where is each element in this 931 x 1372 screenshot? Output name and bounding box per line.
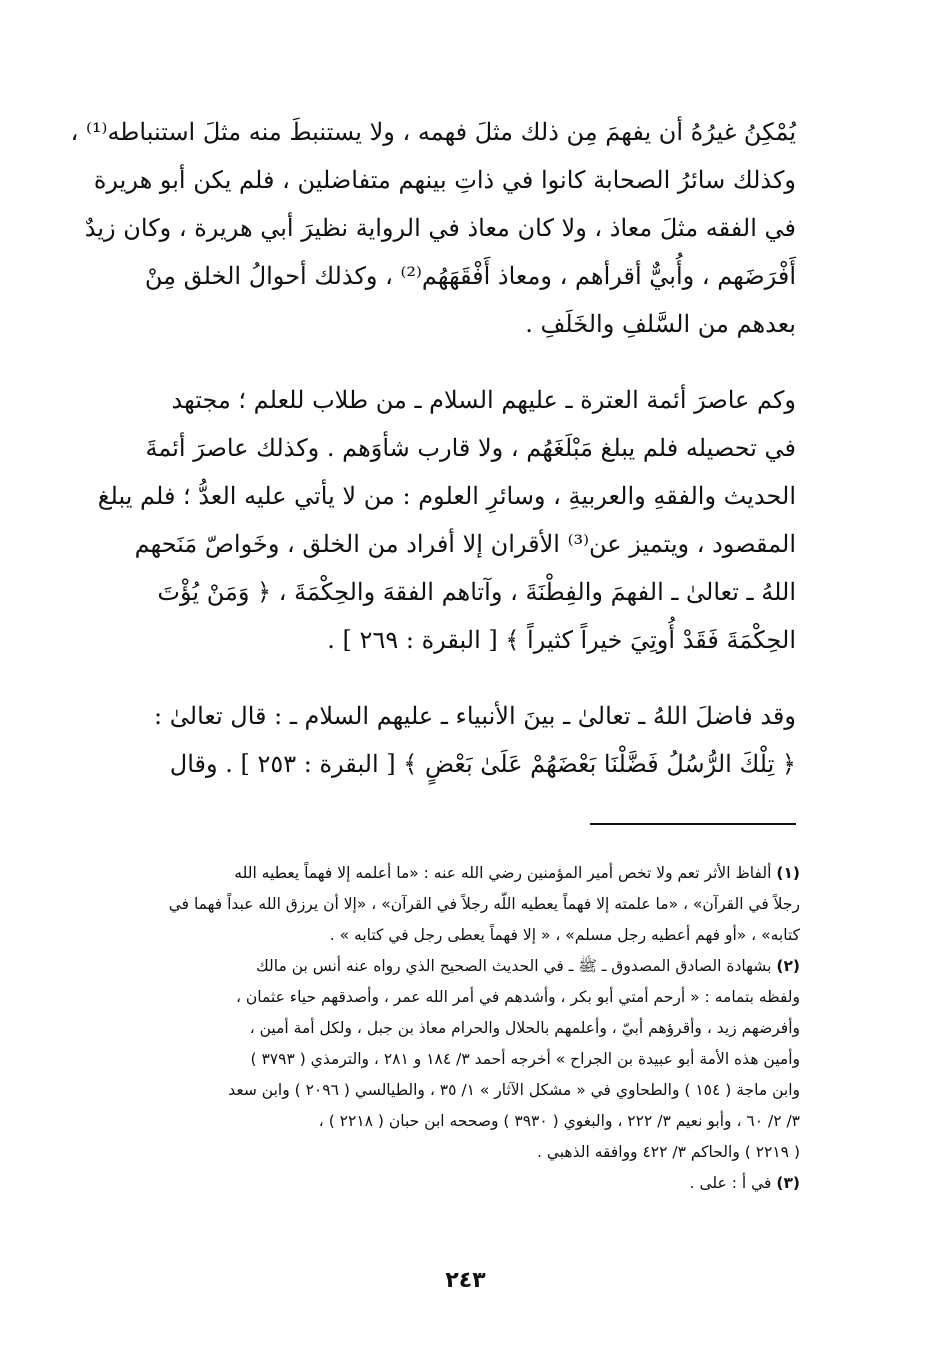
- footnote-line: [132, 951, 800, 982]
- paragraph-2: [97, 376, 796, 664]
- footnote-line: ٣/ ٢/ ٦٠ ، وأبو نعيم ٣/ ٢٢٢ ، والبغوي ( ٣٩٣٠ ) وصححه ابن حبان ( ٢٢١٨ ) ،: [318, 1112, 800, 1130]
- footnote-line: ولفظه بتمامه : « أرحم أمتي أبو بكر ، وأشدهم في أمر الله عمر ، وأصدقهم حياء عثمان ،: [235, 988, 800, 1006]
- text-line: في تحصيله فلم يبلغ مَبْلَغَهُم ، ولا قارب شأوَهم . وكذلك عاصرَ أئمةَ: [145, 434, 796, 462]
- text-line: وكم عاصرَ أئمة العترة ـ عليهم السلام ـ من طلاب للعلم ؛ مجتهد: [171, 386, 796, 414]
- main-text: [70, 108, 796, 788]
- text-line: في الفقه مثلَ معاذ ، ولا كان معاذ في الرواية نظيرَ أبي هريرة ، وكان زيدٌ: [84, 214, 796, 242]
- footnote-line: وابن ماجة ( ١٥٤ ) والطحاوي في « مشكل الآثار » ١/ ٣٥ ، والطيالسي ( ٢٠٩٦ ) وابن سعد: [228, 1081, 800, 1099]
- footnote-line: رجلاً في القرآن» ، «ما علمته إلا فهماً يعطيه اللّه رجلاً في القرآن» ، «إلا أن يرزق الله عبداً فهما في: [168, 895, 800, 913]
- footnote-3: [132, 1168, 800, 1199]
- paragraph-1: [70, 108, 796, 348]
- footnote-line: [132, 1168, 800, 1199]
- footnote-line: كتابه» ، «أو فهم أعطيه رجل مسلم» ، « إلا فهماً يعطى رجل في كتابه » .: [329, 926, 800, 944]
- text-line: المقصود ، ويتميز عن⁽³⁾ الأقران إلا أفراد من الخلق ، وخَواصّ مَنَحهم: [134, 530, 796, 558]
- footnote-number: (٢): [776, 957, 800, 975]
- text-line: وقد فاضلَ اللهُ ـ تعالىٰ ـ بينَ الأنبياء ـ عليهم السلام ـ : قال تعالىٰ :: [154, 702, 796, 730]
- footnote-number: (٣): [776, 1174, 800, 1192]
- text-line: الحديث والفقهِ والعربيةِ ، وسائرِ العلوم : من لا يأتي عليه العدُّ ؛ فلم يبلغ: [97, 482, 796, 510]
- footnote-line: ( ٢٢١٩ ) والحاكم ٣/ ٤٢٢ ووافقه الذهبي .: [536, 1143, 800, 1161]
- text-line: ﴿ تِلْكَ الرُّسُلُ فَضَّلْنَا بَعْضَهُمْ عَلَىٰ بَعْضٍ ﴾ [ البقرة : ٢٥٣ ] . وقال: [169, 750, 796, 778]
- footnote-1: [132, 858, 800, 951]
- footnote-line: وأفرضهم زيد ، وأقرؤهم أبيّ ، وأعلمهم بالحلال والحرام معاذ بن جبل ، ولكل أمة أمين ،: [249, 1019, 800, 1037]
- page-number: ٢٤٣: [445, 1268, 486, 1293]
- paragraph-3: [132, 692, 796, 788]
- text-line: يُمْكِنُ غيرُهُ أن يفهمَ مِن ذلك مثلَ فهمه ، ولا يستنبطَ منه مثلَ استنباطه⁽¹⁾ ،: [70, 118, 796, 146]
- text-line: أَفْرَضَهم ، وأُبيٌّ أقرأهم ، ومعاذ أَفْقَهَهُم⁽²⁾ ، وكذلك أحوالُ الخلق مِنْ: [144, 262, 796, 290]
- footnote-text: ألفاظ الأثر تعم ولا تخص أمير المؤمنين رضي الله عنه : «ما أعلمه إلا فهماً يعطيه الله: [234, 864, 772, 882]
- footnote-divider: [590, 823, 796, 825]
- footnote-text: بشهادة الصادق المصدوق ـ ﷺ ـ في الحديث الصحيح الذي رواه عنه أنس بن مالك: [255, 957, 772, 975]
- footnote-text: في أ : على .: [689, 1174, 772, 1192]
- text-line: وكذلك سائرُ الصحابة كانوا في ذاتِ بينهم متفاضلين ، فلم يكن أبو هريرة: [93, 166, 796, 194]
- footnote-2: [132, 951, 800, 1168]
- text-line: الحِكْمَةَ فَقَدْ أُوتِيَ خيراً كثيراً ﴾ [ البقرة : ٢٦٩ ] .: [327, 626, 796, 654]
- footnotes: [132, 858, 800, 1199]
- text-line: اللهُ ـ تعالىٰ ـ الفهمَ والفِطْنَةَ ، وآتاهم الفقهَ والحِكْمَةَ ، ﴿ وَمَنْ يُؤْتَ: [157, 578, 796, 606]
- footnote-line: [132, 858, 800, 889]
- footnote-line: وأمين هذه الأمة أبو عبيدة بن الجراح » أخرجه أحمد ٣/ ١٨٤ و ٢٨١ ، والترمذي ( ٣٧٩٣ ): [250, 1050, 800, 1068]
- footnote-number: (١): [776, 864, 800, 882]
- text-line: بعدهم من السَّلفِ والخَلَفِ .: [525, 310, 796, 338]
